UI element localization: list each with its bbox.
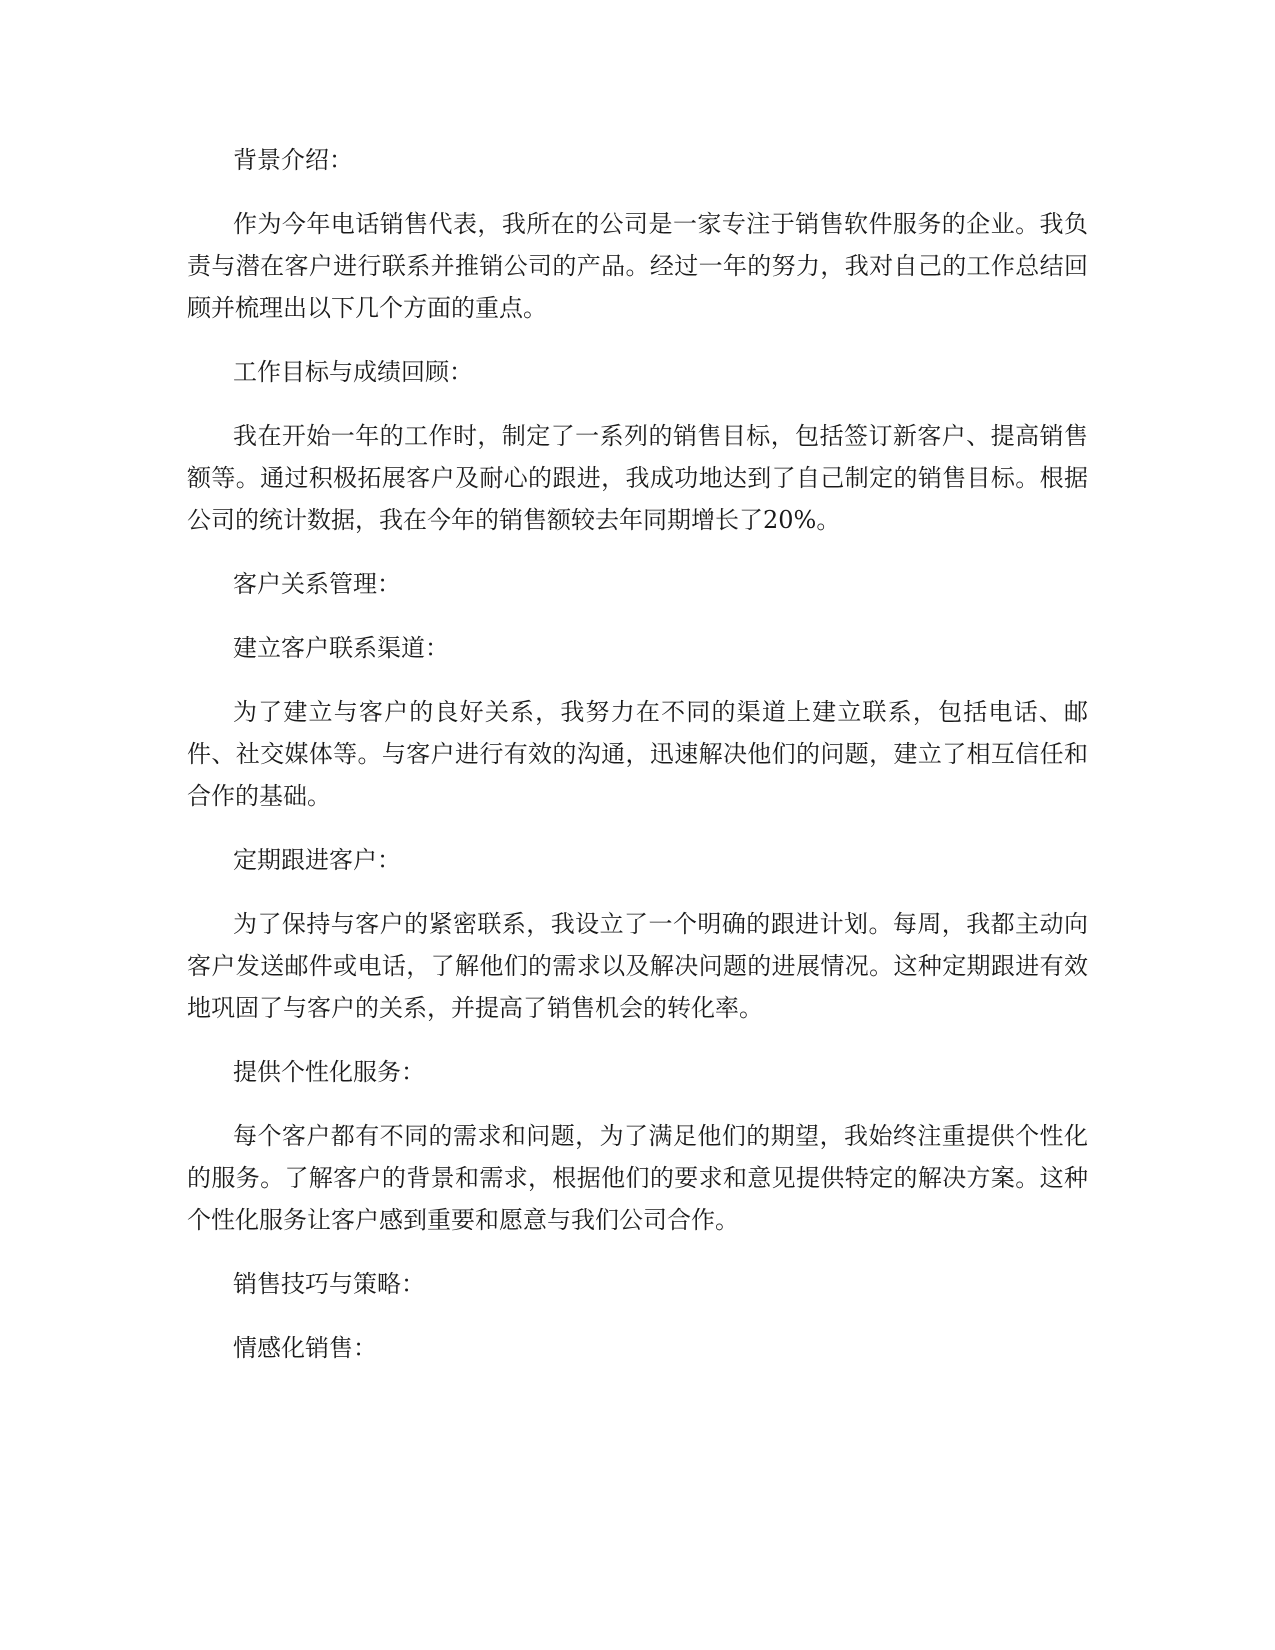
subheading-regular-followup: 定期跟进客户：	[233, 846, 401, 874]
subheading-emotional-sales: 情感化销售：	[233, 1334, 377, 1362]
paragraph-goals-review: 我在开始一年的工作时，制定了一系列的销售目标，包括签订新客户、提高销售额等。通过积极拓展客户及耐心的跟进，我成功地达到了自己制定的销售目标。根据公司的统计数据，我在今年的销售额较去年同期增长了20%。	[187, 422, 1088, 534]
paragraph-background: 作为今年电话销售代表，我所在的公司是一家专注于销售软件服务的企业。我负责与潜在客户进行联系并推销公司的产品。经过一年的努力，我对自己的工作总结回顾并梳理出以下几个方面的重点。	[187, 210, 1088, 322]
subheading-contact-channels: 建立客户联系渠道：	[233, 634, 449, 662]
section-heading-sales-skills: 销售技巧与策略：	[233, 1270, 425, 1298]
subheading-personalized-service: 提供个性化服务：	[233, 1058, 425, 1086]
document-body	[187, 139, 1088, 1391]
paragraph-contact-channels: 为了建立与客户的良好关系，我努力在不同的渠道上建立联系，包括电话、邮件、社交媒体等。与客户进行有效的沟通，迅速解决他们的问题，建立了相互信任和合作的基础。	[187, 698, 1088, 810]
paragraph-personalized-service: 每个客户都有不同的需求和问题，为了满足他们的期望，我始终注重提供个性化的服务。了解客户的背景和需求，根据他们的要求和意见提供特定的解决方案。这种个性化服务让客户感到重要和愿意与我们公司合作。	[187, 1122, 1088, 1234]
section-heading-goals-review: 工作目标与成绩回顾：	[233, 358, 473, 386]
paragraph-regular-followup: 为了保持与客户的紧密联系，我设立了一个明确的跟进计划。每周，我都主动向客户发送邮件或电话，了解他们的需求以及解决问题的进展情况。这种定期跟进有效地巩固了与客户的关系，并提高了销售机会的转化率。	[187, 910, 1088, 1022]
section-heading-background: 背景介绍：	[233, 146, 353, 174]
section-heading-customer-relations: 客户关系管理：	[233, 570, 401, 598]
